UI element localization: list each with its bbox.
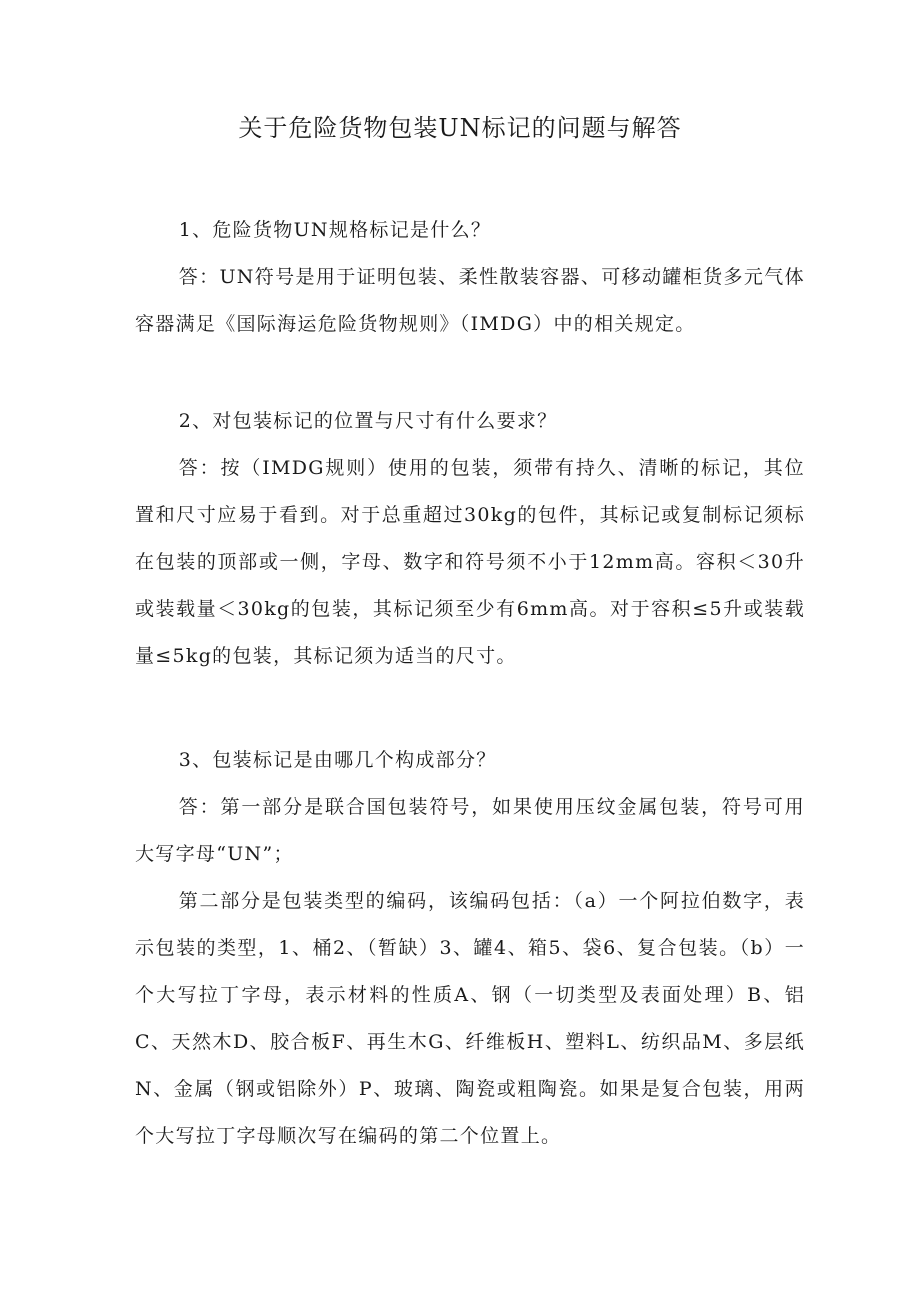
qa-section-1 <box>135 207 805 348</box>
question-1: 1、危险货物UN规格标记是什么？ <box>178 219 492 241</box>
question-3: 3、包装标记是由哪几个构成部分？ <box>178 749 497 771</box>
answer-2: 答：按（IMDG规则）使用的包装，须带有持久、清晰的标记，其位置和尺寸应易于看到。对于总重超过30kg的包件，其标记或复制标记须标在包装的顶部或一侧，字母、数字和符号须不小于12mm高。容积＜30升或装载量＜30kg的包装，其标记须至少有6mm高。对于容积≤5升或装载量≤5kg的包装，其标记须为适当的尺寸。 <box>135 457 805 667</box>
qa-section-2 <box>135 398 805 680</box>
question-2: 2、对包装标记的位置与尺寸有什么要求？ <box>178 410 558 432</box>
answer-3-part-2: 第二部分是包装类型的编码，该编码包括：（a）一个阿拉伯数字，表示包装的类型，1、桶2、（暂缺）3、罐4、箱5、袋6、复合包装。（b）一个大写拉丁字母，表示材料的性质A、钢（一切类型及表面处理）B、铝C、天然木D、胶合板F、再生木G、纤维板H、塑料L、纺织品M、多层纸N、金属（钢或铝除外）P、玻璃、陶瓷或粗陶瓷。如果是复合包装，用两个大写拉丁字母顺次写在编码的第二个位置上。 <box>135 890 805 1147</box>
answer-3-part-1: 答：第一部分是联合国包装符号，如果使用压纹金属包装，符号可用大写字母“UN”； <box>135 796 805 865</box>
answer-1: 答：UN符号是用于证明包装、柔性散装容器、可移动罐柜货多元气体容器满足《国际海运危险货物规则》（IMDG）中的相关规定。 <box>135 266 805 335</box>
document-title: 关于危险货物包装UN标记的问题与解答 <box>238 114 682 142</box>
qa-section-3 <box>135 737 805 1160</box>
